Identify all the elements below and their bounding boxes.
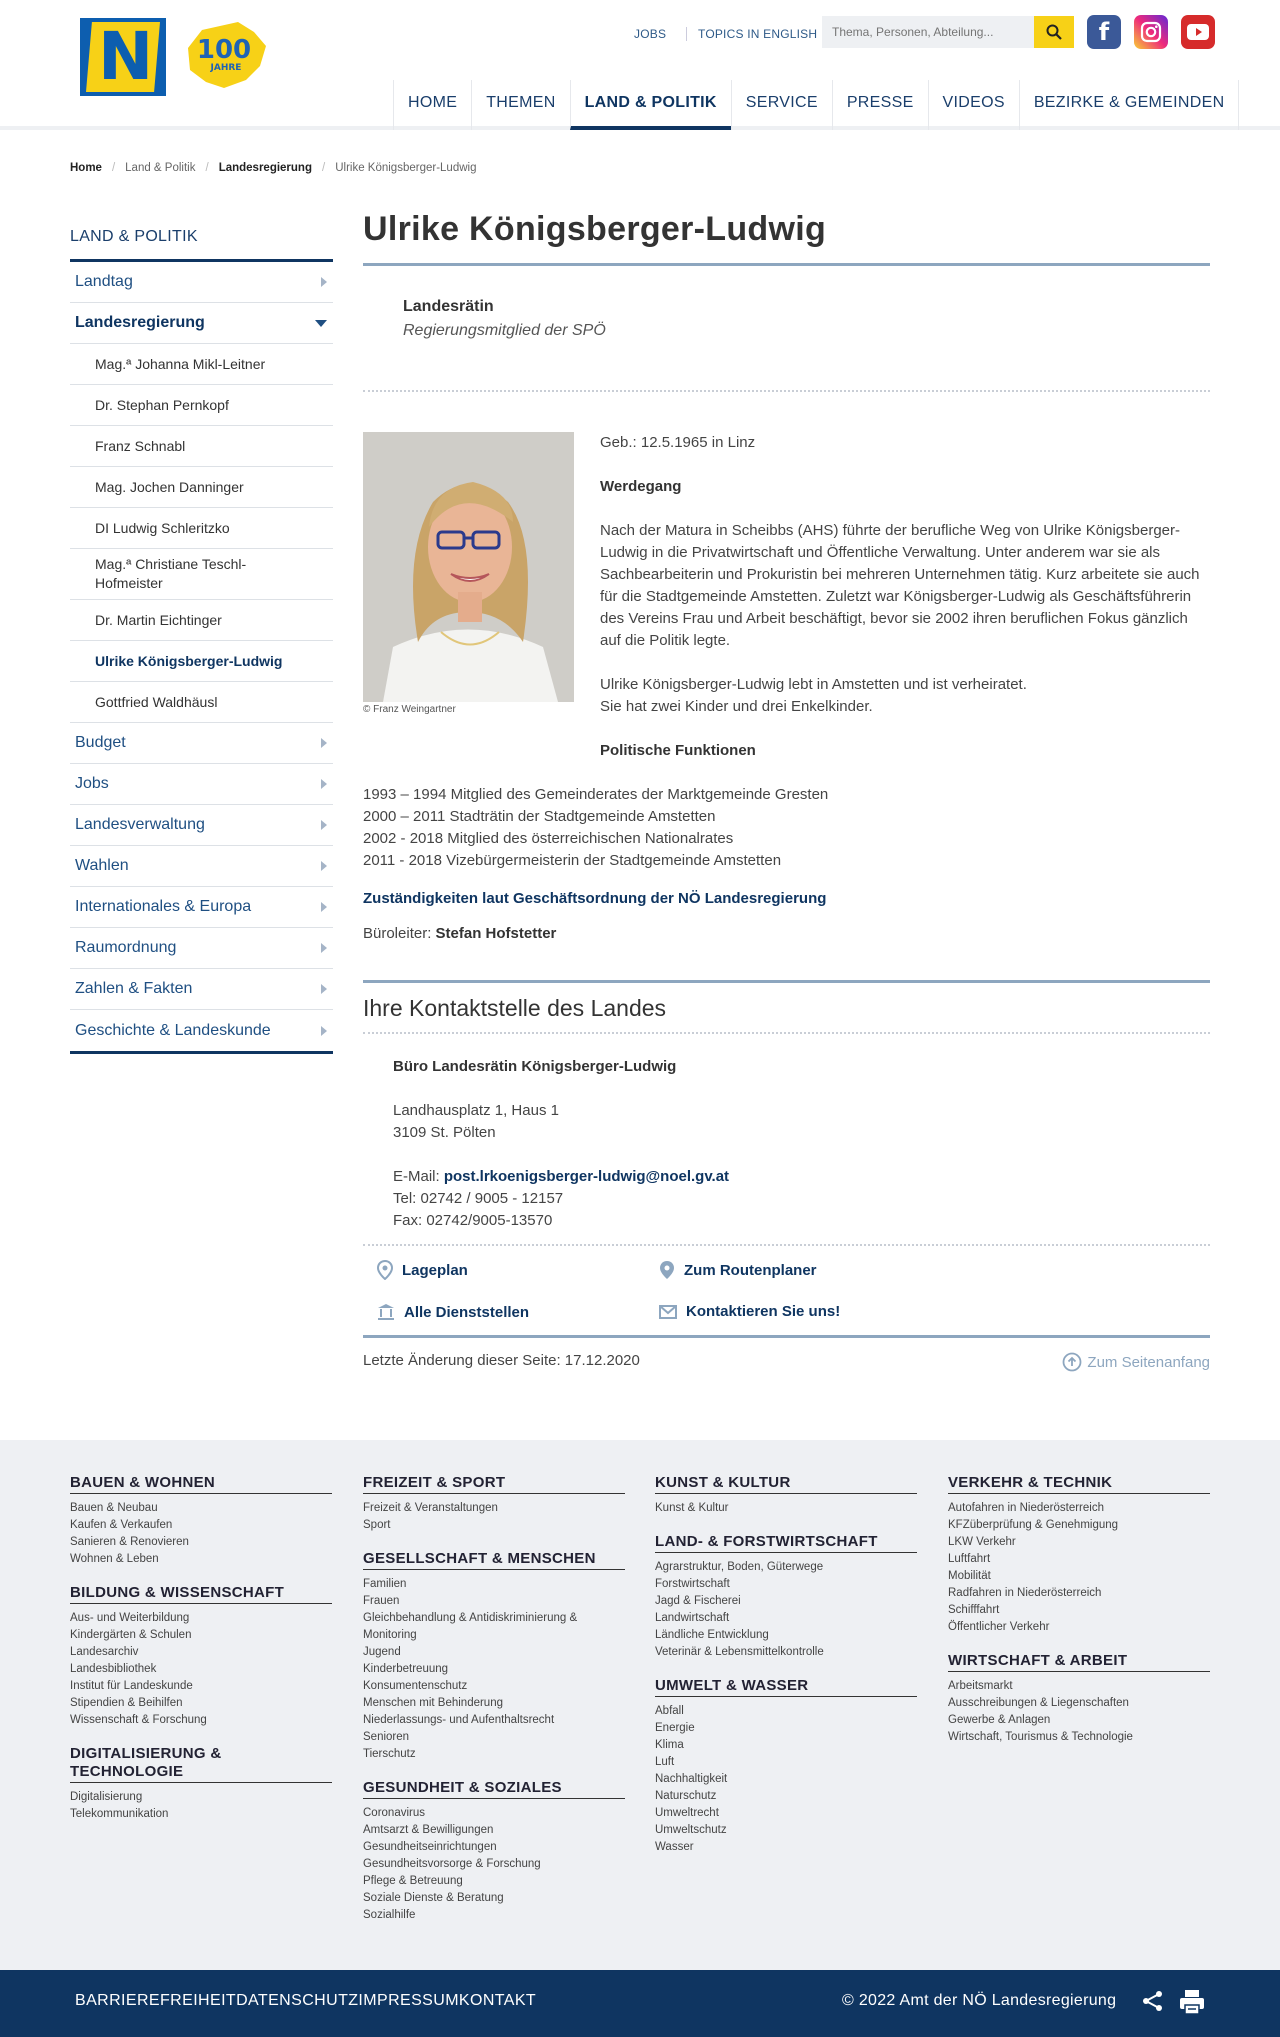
to-top-label: Zum Seitenanfang: [1087, 1353, 1210, 1371]
bueroleiter: [363, 925, 1210, 942]
footer-link[interactable]: Kunst & Kultur: [655, 1502, 729, 1514]
building-icon: [377, 1303, 395, 1321]
chevron-right-icon: [321, 861, 327, 871]
sidebar-item-label: Budget: [75, 734, 126, 751]
search-icon: [1046, 24, 1062, 40]
toplink-jobs[interactable]: JOBS: [634, 27, 667, 41]
footer-link[interactable]: Gewerbe & Anlagen: [948, 1714, 1051, 1726]
logo-letter: N: [98, 18, 154, 95]
print-icon[interactable]: [1178, 1988, 1206, 2020]
footer-link[interactable]: Sozialhilfe: [363, 1909, 416, 1921]
personal-info-1: Ulrike Königsberger-Ludwig lebt in Amstetten und ist verheiratet.: [600, 676, 1027, 693]
copyright: © 2022 Amt der NÖ Landesregierung: [842, 1992, 1117, 2009]
footer-link[interactable]: Institut für Landeskunde: [70, 1680, 193, 1692]
sidebar-subitem-schnabl[interactable]: Franz Schnabl: [70, 426, 333, 467]
sidebar-item-jobs[interactable]: [70, 764, 333, 805]
dienststellen-link[interactable]: [377, 1303, 529, 1321]
funktionen-heading: Politische Funktionen: [600, 742, 756, 759]
chevron-right-icon: [321, 820, 327, 830]
footer-category-heading[interactable]: GESUNDHEIT & SOZIALES: [363, 1779, 625, 1799]
sidebar-subitem-koenigsberger-ludwig[interactable]: Ulrike Königsberger-Ludwig: [70, 641, 333, 682]
phone: Tel: 02742 / 9005 - 12157: [393, 1190, 564, 1207]
footer-category-heading[interactable]: BILDUNG & WISSENSCHAFT: [70, 1584, 332, 1604]
main-navigation: [393, 80, 1239, 130]
footer-link[interactable]: Sanieren & Renovieren: [70, 1536, 189, 1548]
breadcrumb-separator: /: [111, 162, 116, 174]
toplink-english[interactable]: TOPICS IN ENGLISH: [686, 27, 817, 41]
footer-link[interactable]: Umweltschutz: [655, 1824, 727, 1836]
location-icon: [659, 1260, 675, 1280]
nav-bezirke-gemeinden[interactable]: BEZIRKE & GEMEINDEN: [1019, 80, 1240, 130]
footer-link[interactable]: Coronavirus: [363, 1807, 425, 1819]
footer-link[interactable]: Schifffahrt: [948, 1604, 1000, 1616]
biography-text: [600, 432, 1210, 762]
email-label: E-Mail:: [393, 1168, 440, 1185]
political-functions-list: [363, 784, 1210, 872]
footer-link[interactable]: Gesundheitseinrichtungen: [363, 1841, 497, 1853]
footer-link[interactable]: Stipendien & Beihilfen: [70, 1697, 183, 1709]
footer-link[interactable]: Jugend: [363, 1646, 401, 1658]
instagram-icon[interactable]: [1134, 15, 1168, 49]
footer-link[interactable]: Gleichbehandlung & Antidiskriminierung & Monitoring: [363, 1612, 578, 1641]
address-street: Landhausplatz 1, Haus 1: [393, 1102, 559, 1119]
main-content: [363, 210, 1210, 1388]
footer-link[interactable]: KFZüberprüfung & Genehmigung: [948, 1519, 1119, 1531]
sidebar-end-rule: [70, 1051, 333, 1054]
footer-category: [948, 1474, 1210, 1636]
bottom-bar: [0, 1970, 1280, 2037]
footer-category: [363, 1550, 625, 1763]
footer-link[interactable]: Frauen: [363, 1595, 400, 1607]
office-name: Büro Landesrätin Königsberger-Ludwig: [393, 1058, 677, 1075]
footer-category-heading[interactable]: UMWELT & WASSER: [655, 1677, 917, 1697]
function-item: 2000 – 2011 Stadträtin der Stadtgemeinde Amstetten: [363, 808, 716, 825]
breadcrumb-separator: /: [322, 162, 326, 174]
footer-link[interactable]: Menschen mit Behinderung: [363, 1697, 503, 1709]
bottom-links: [75, 1992, 536, 2010]
footer-link[interactable]: Öffentlicher Verkehr: [948, 1621, 1050, 1633]
footer-category: [363, 1474, 625, 1534]
footer-category: [655, 1533, 917, 1661]
footer-link[interactable]: Tierschutz: [363, 1748, 416, 1760]
footer-link[interactable]: Energie: [655, 1722, 695, 1734]
nav-home[interactable]: HOME: [393, 80, 471, 130]
footer-link[interactable]: Mobilität: [948, 1570, 991, 1582]
function-item: 2002 - 2018 Mitglied des österreichischen Nationalrates: [363, 830, 734, 847]
sidebar-subitem-teschl-hofmeister[interactable]: Mag.ª Christiane Teschl-Hofmeister: [70, 549, 333, 600]
footer-link[interactable]: Freizeit & Veranstaltungen: [363, 1502, 498, 1514]
footer-link[interactable]: Wohnen & Leben: [70, 1553, 159, 1565]
lageplan-label: Lageplan: [402, 1261, 468, 1279]
sidebar-item-label: Landesverwaltung: [75, 816, 205, 833]
breadcrumb-landesregierung[interactable]: Landesregierung: [218, 162, 312, 174]
nav-land-politik[interactable]: LAND & POLITIK: [570, 80, 731, 130]
footer-column: [948, 1474, 1210, 1762]
chevron-right-icon: [321, 984, 327, 994]
sidebar-subitem-pernkopf[interactable]: Dr. Stephan Pernkopf: [70, 385, 333, 426]
footer-link[interactable]: Radfahren in Niederösterreich: [948, 1587, 1102, 1599]
chevron-right-icon: [321, 738, 327, 748]
footer-link[interactable]: Pflege & Betreuung: [363, 1875, 463, 1887]
chevron-right-icon: [321, 943, 327, 953]
footer-link[interactable]: Naturschutz: [655, 1790, 717, 1802]
sidebar-item-label: Wahlen: [75, 857, 129, 874]
address-city: 3109 St. Pölten: [393, 1124, 496, 1141]
function-item: 1993 – 1994 Mitglied des Gemeinderates der Marktgemeinde Gresten: [363, 786, 829, 803]
chevron-right-icon: [321, 1026, 327, 1036]
sidebar-item-label: Jobs: [75, 775, 109, 792]
footer-link[interactable]: Wirtschaft, Tourismus & Technologie: [948, 1731, 1133, 1743]
page-title: Ulrike Königsberger-Ludwig: [363, 210, 1210, 266]
sidebar-subitem-waldhaeusl[interactable]: Gottfried Waldhäusl: [70, 682, 333, 723]
footer-category: [948, 1652, 1210, 1746]
footer-category-heading[interactable]: KUNST & KULTUR: [655, 1474, 917, 1494]
sidebar-item-landesverwaltung[interactable]: [70, 805, 333, 846]
footer-category: [655, 1677, 917, 1856]
photo-caption: © Franz Weingartner: [363, 704, 456, 715]
footer-category: [70, 1745, 332, 1823]
search-button[interactable]: [1034, 16, 1074, 48]
footer-category: [70, 1474, 332, 1568]
footer-column: [363, 1474, 625, 1940]
footer-link[interactable]: LKW Verkehr: [948, 1536, 1016, 1548]
footer-category-heading[interactable]: BAUEN & WOHNEN: [70, 1474, 332, 1494]
zustaendigkeiten-link[interactable]: Zuständigkeiten laut Geschäftsordnung der NÖ Landesregierung: [363, 890, 827, 907]
footer-link[interactable]: Ausschreibungen & Liegenschaften: [948, 1697, 1129, 1709]
chevron-right-icon: [321, 277, 327, 287]
bueroleiter-label: Büroleiter:: [363, 925, 432, 942]
email-row: [393, 1166, 1210, 1188]
biography: [363, 432, 1210, 942]
werdegang-text: Nach der Matura in Scheibbs (AHS) führte der berufliche Weg von Ulrike Königsberger-Ludwig in die Privatwirtschaft und Öffentliche Verwaltung. Unter anderem war sie als Sachbearbeiterin und Prokuristin bei mehreren Unternehmen tätig. Kurz arbeitete sie auch für die Stadtgemeinde Amstetten. Zuletzt war Königsberger-Ludwig als Geschäftsführerin des Vereins Frau und Arbeit beschäftigt, bevor sie 2002 ihren beruflichen Fokus gänzlich auf die Politik legte.: [600, 522, 1200, 649]
portrait-photo: [363, 432, 574, 702]
contact-section: [363, 980, 1210, 1388]
search-input[interactable]: [822, 16, 1032, 48]
nav-service[interactable]: SERVICE: [731, 80, 832, 130]
footer-link[interactable]: Landesbibliothek: [70, 1663, 157, 1675]
sidebar-item-label: Geschichte & Landeskunde: [75, 1021, 271, 1039]
footer-link[interactable]: Sport: [363, 1519, 391, 1531]
role-title: Landesrätin: [403, 298, 494, 315]
footer-link[interactable]: Landwirtschaft: [655, 1612, 730, 1624]
lageplan-link[interactable]: [377, 1260, 468, 1280]
sidebar-item-zahlen-fakten[interactable]: [70, 969, 333, 1010]
footer-link[interactable]: Kaufen & Verkaufen: [70, 1519, 173, 1531]
footer-category-heading[interactable]: DIGITALISIERUNG & TECHNOLOGIE: [70, 1745, 332, 1783]
footer-category: [655, 1474, 917, 1517]
breadcrumb-home[interactable]: Home: [70, 162, 102, 174]
footer-link[interactable]: Konsumentenschutz: [363, 1680, 468, 1692]
contact-details: [363, 1034, 1210, 1246]
footer-link[interactable]: Abfall: [655, 1705, 684, 1717]
footer-link[interactable]: Gesundheitsvorsorge & Forschung: [363, 1858, 541, 1870]
map-pin-icon: [377, 1260, 393, 1280]
sidebar-item-geschichte[interactable]: [70, 1010, 333, 1051]
link-barrierefreiheit[interactable]: BARRIEREFREIHEIT: [75, 1992, 237, 2009]
footer-link[interactable]: Senioren: [363, 1731, 410, 1743]
sidebar: [70, 228, 333, 1054]
kontakt-label: Kontaktieren Sie uns!: [686, 1303, 841, 1320]
link-impressum[interactable]: IMPRESSUM: [358, 1992, 459, 2009]
bueroleiter-name: Stefan Hofstetter: [435, 925, 557, 942]
breadcrumb: [70, 162, 476, 174]
footer-link[interactable]: Veterinär & Lebensmittelkontrolle: [655, 1646, 824, 1658]
youtube-icon[interactable]: [1181, 15, 1215, 49]
footer-link[interactable]: Arbeitsmarkt: [948, 1680, 1013, 1692]
footer-category-heading[interactable]: WIRTSCHAFT & ARBEIT: [948, 1652, 1210, 1672]
facebook-icon[interactable]: f: [1087, 15, 1121, 49]
footer-link[interactable]: Niederlassungs- und Aufenthaltsrecht: [363, 1714, 555, 1726]
sidebar-item-label: Landtag: [75, 273, 133, 290]
footer-link[interactable]: Jagd & Fischerei: [655, 1595, 741, 1607]
footer-link[interactable]: Bauen & Neubau: [70, 1502, 158, 1514]
share-icon[interactable]: [1142, 1990, 1164, 2016]
email-link[interactable]: post.lrkoenigsberger-ludwig@noel.gv.at: [443, 1168, 730, 1185]
mail-icon: [659, 1305, 677, 1319]
sidebar-subitem-eichtinger[interactable]: Dr. Martin Eichtinger: [70, 600, 333, 641]
sidebar-item-internationales[interactable]: [70, 887, 333, 928]
chevron-down-icon: [315, 320, 327, 327]
sidebar-item-budget[interactable]: [70, 723, 333, 764]
footer-link[interactable]: Familien: [363, 1578, 407, 1590]
kontakt-link[interactable]: [659, 1303, 840, 1320]
footer-link[interactable]: Luftfahrt: [948, 1553, 991, 1565]
role-box: [363, 266, 1210, 392]
sidebar-title: LAND & POLITIK: [70, 228, 333, 262]
footer-category: [70, 1584, 332, 1729]
birth-info: Geb.: 12.5.1965 in Linz: [600, 434, 756, 451]
site-footer: [0, 1440, 1280, 1970]
footer-link[interactable]: Kindergärten & Schulen: [70, 1629, 192, 1641]
footer-link[interactable]: Wissenschaft & Forschung: [70, 1714, 207, 1726]
footer-link[interactable]: Aus- und Weiterbildung: [70, 1612, 190, 1624]
sidebar-subitem-mikl-leitner[interactable]: Mag.ª Johanna Mikl-Leitner: [70, 344, 333, 385]
breadcrumb-land-politik[interactable]: Land & Politik: [125, 162, 196, 174]
footer-link[interactable]: Landesarchiv: [70, 1646, 139, 1658]
footer-column: [70, 1474, 332, 1839]
footer-link[interactable]: Wasser: [655, 1841, 694, 1853]
contact-links: [363, 1246, 1210, 1338]
footer-link[interactable]: Kinderbetreuung: [363, 1663, 449, 1675]
link-kontakt[interactable]: KONTAKT: [458, 1992, 537, 2009]
footer-link[interactable]: Amtsarzt & Bewilligungen: [363, 1824, 494, 1836]
footer-category-heading[interactable]: GESELLSCHAFT & MENSCHEN: [363, 1550, 625, 1570]
noe-logo[interactable]: [80, 18, 166, 96]
footer-link[interactable]: Autofahren in Niederösterreich: [948, 1502, 1104, 1514]
footer-category-heading[interactable]: FREIZEIT & SPORT: [363, 1474, 625, 1494]
nav-presse[interactable]: PRESSE: [832, 80, 928, 130]
routenplaner-label: Zum Routenplaner: [684, 1261, 817, 1279]
contact-heading: Ihre Kontaktstelle des Landes: [363, 983, 1210, 1034]
arrow-up-circle-icon: [1062, 1352, 1082, 1372]
nav-videos[interactable]: VIDEOS: [928, 80, 1019, 130]
footer-link[interactable]: Umweltrecht: [655, 1807, 719, 1819]
personal-info-2: Sie hat zwei Kinder und drei Enkelkinder.: [600, 698, 873, 715]
fax: Fax: 02742/9005-13570: [393, 1212, 553, 1229]
logo100-number: 100: [196, 35, 252, 65]
footer-column: [655, 1474, 917, 1872]
role-subtitle: Regierungsmitglied der SPÖ: [403, 322, 606, 339]
chevron-right-icon: [321, 902, 327, 912]
page-meta: [363, 1338, 1210, 1388]
werdegang-heading: Werdegang: [600, 478, 682, 495]
footer-category-heading[interactable]: LAND- & FORSTWIRTSCHAFT: [655, 1533, 917, 1553]
sidebar-item-label: Zahlen & Fakten: [75, 980, 193, 997]
sidebar-item-landtag[interactable]: [70, 262, 333, 303]
sidebar-item-label: Internationales & Europa: [75, 898, 252, 915]
footer-link[interactable]: Nachhaltigkeit: [655, 1773, 728, 1785]
dienststellen-label: Alle Dienststellen: [404, 1303, 530, 1321]
footer-link[interactable]: Telekommunikation: [70, 1808, 169, 1820]
footer-link[interactable]: Digitalisierung: [70, 1791, 143, 1803]
footer-link[interactable]: Ländliche Entwicklung: [655, 1629, 769, 1641]
logo100-word: JAHRE: [210, 63, 242, 73]
sidebar-subitem-danninger[interactable]: Mag. Jochen Danninger: [70, 467, 333, 508]
breadcrumb-separator: /: [205, 162, 209, 174]
sidebar-item-wahlen[interactable]: [70, 846, 333, 887]
site-header: [0, 0, 1280, 130]
sidebar-item-label: Raumordnung: [75, 939, 177, 956]
breadcrumb-current: Ulrike Königsberger-Ludwig: [335, 162, 477, 174]
footer-link[interactable]: Agrarstruktur, Boden, Güterwege: [655, 1561, 824, 1573]
sidebar-item-raumordnung[interactable]: [70, 928, 333, 969]
last-change: Letzte Änderung dieser Seite: 17.12.2020: [363, 1352, 640, 1369]
chevron-right-icon: [321, 779, 327, 789]
function-item: 2011 - 2018 Vizebürgermeisterin der Stadtgemeinde Amstetten: [363, 852, 782, 869]
search-box: [822, 16, 1074, 48]
sidebar-item-label: Landesregierung: [75, 314, 205, 331]
footer-link[interactable]: Soziale Dienste & Beratung: [363, 1892, 504, 1904]
footer-category: [363, 1779, 625, 1924]
nav-themen[interactable]: THEMEN: [471, 80, 569, 130]
footer-link[interactable]: Klima: [655, 1739, 684, 1751]
footer-link[interactable]: Luft: [655, 1756, 675, 1768]
footer-link[interactable]: Forstwirtschaft: [655, 1578, 730, 1590]
sidebar-subitem-schleritzko[interactable]: DI Ludwig Schleritzko: [70, 508, 333, 549]
link-datenschutz[interactable]: DATENSCHUTZ: [236, 1992, 359, 2009]
to-top-link[interactable]: [1062, 1352, 1210, 1372]
routenplaner-link[interactable]: [659, 1260, 817, 1280]
anniversary-logo: [180, 18, 270, 94]
sidebar-item-landesregierung[interactable]: [70, 303, 333, 344]
footer-category-heading[interactable]: VERKEHR & TECHNIK: [948, 1474, 1210, 1494]
